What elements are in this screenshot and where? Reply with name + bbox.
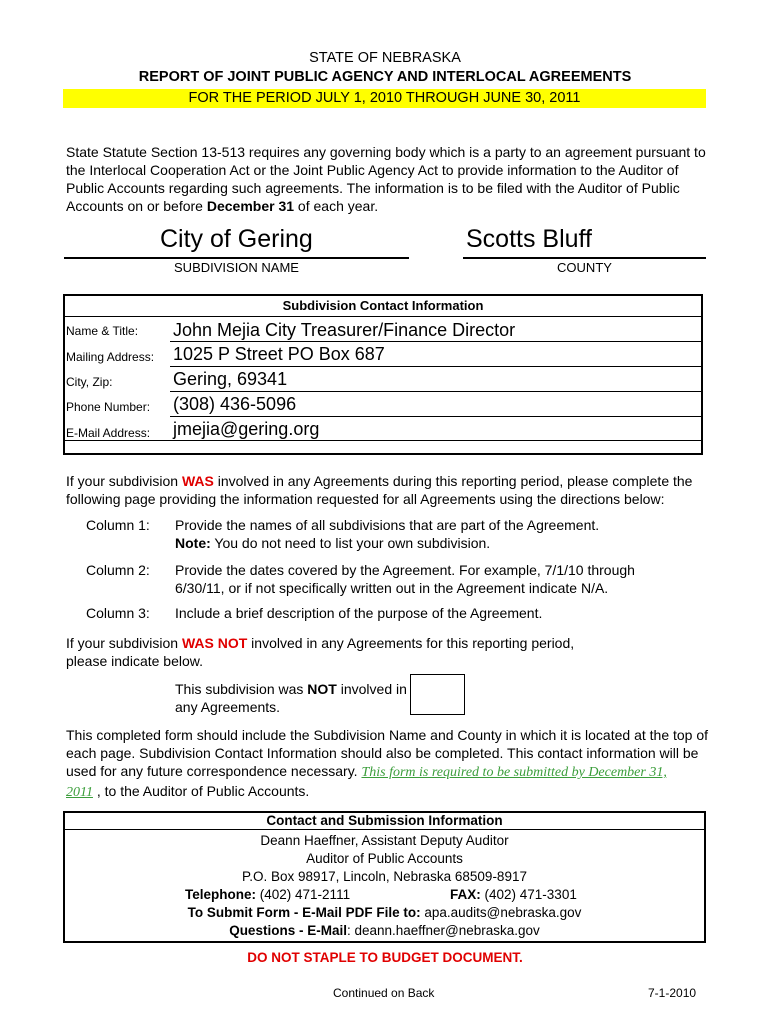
county-caption: COUNTY <box>557 260 612 275</box>
not-involved-line <box>175 680 407 698</box>
field-divider <box>65 440 701 441</box>
questions-email-link[interactable]: : deann.haeffner@nebraska.gov <box>346 923 540 938</box>
statute-intro <box>66 143 716 215</box>
not-involved-line: any Agreements. <box>175 699 281 715</box>
completed-line: each page. Subdivision Contact Information should also be completed. This contact information will be <box>66 745 699 761</box>
city-zip-field[interactable]: Gering, 69341 <box>173 369 288 389</box>
do-not-staple-warning: DO NOT STAPLE TO BUDGET DOCUMENT. <box>247 950 523 965</box>
was-not-line <box>66 634 706 652</box>
submit-email-link[interactable]: apa.audits@nebraska.gov <box>420 905 582 920</box>
completed-line: This completed form should include the Subdivision Name and County in which it is located at the top of <box>66 727 709 743</box>
column-1-description <box>175 516 705 552</box>
was-text: involved in any Agreements during this reporting period, please complete the <box>213 473 693 489</box>
was-line <box>66 472 726 490</box>
was-text: If your subdivision <box>66 473 182 489</box>
state-heading: STATE OF NEBRASKA <box>309 50 461 66</box>
email-address-field[interactable]: jmejia@gering.org <box>173 419 320 439</box>
intro-line: Public Accounts regarding such agreements. The information is to be filed with the Auditor of Public <box>66 180 680 196</box>
column-2-label: Column 2: <box>86 562 150 578</box>
intro-line: State Statute Section 13-513 requires any governing body which is a party to an agreement pursuant to <box>66 144 706 160</box>
fax-number: (402) 471-3301 <box>480 887 577 902</box>
not-involved-text: This subdivision was <box>175 681 308 697</box>
column-3-description <box>175 604 705 622</box>
was-line: following page providing the information requested for all Agreements using the directions below: <box>66 491 665 507</box>
submission-info-heading: Contact and Submission Information <box>65 813 704 830</box>
field-divider <box>170 366 703 367</box>
report-title: REPORT OF JOINT PUBLIC AGENCY AND INTERLOCAL AGREEMENTS <box>138 69 632 85</box>
office-address: P.O. Box 98917, Lincoln, Nebraska 68509-8917 <box>242 869 527 884</box>
not-involved-checkbox[interactable] <box>410 674 465 715</box>
column-text: Provide the dates covered by the Agreement. For example, 7/1/10 through <box>175 562 635 578</box>
column-text: 6/30/11, or if not specifically written out in the Agreement indicate N/A. <box>175 580 609 596</box>
mailing-address-field[interactable]: 1025 P Street PO Box 687 <box>173 344 385 364</box>
completed-text: , to the Auditor of Public Accounts. <box>92 783 310 799</box>
field-divider <box>170 391 703 392</box>
email-address-label: E-Mail Address: <box>66 426 151 440</box>
phone-number-field[interactable]: (308) 436-5096 <box>173 394 297 414</box>
phone-number-label: Phone Number: <box>66 400 151 414</box>
was-keyword: WAS <box>181 473 214 489</box>
was-involved-paragraph <box>66 472 726 508</box>
not-keyword: NOT <box>307 681 337 697</box>
completed-line <box>66 782 726 802</box>
completed-form-paragraph <box>66 726 726 802</box>
city-zip-label: City, Zip: <box>66 375 113 389</box>
was-not-keyword: WAS NOT <box>181 635 248 651</box>
contact-info-heading: Subdivision Contact Information <box>65 296 701 317</box>
mailing-address-label: Mailing Address: <box>66 350 155 364</box>
column-note <box>175 534 705 552</box>
submission-deadline-note: This form is required to be submitted by December 31, <box>361 765 667 780</box>
county-underline <box>463 257 706 259</box>
continued-on-back: Continued on Back <box>333 986 435 1000</box>
form-version-date: 7-1-2010 <box>648 986 697 1000</box>
completed-text: used for any future correspondence necessary. <box>66 763 362 779</box>
intro-text: Accounts on or before <box>66 198 207 214</box>
reporting-period-banner: FOR THE PERIOD JULY 1, 2010 THROUGH JUNE 30, 2011 <box>63 89 706 108</box>
field-divider <box>170 416 703 417</box>
column-text: Provide the names of all subdivisions that are part of the Agreement. <box>175 517 600 533</box>
telephone-label: Telephone: <box>185 887 257 902</box>
field-divider <box>170 341 703 342</box>
not-involved-text: involved in <box>336 681 407 697</box>
completed-line <box>66 762 726 782</box>
subdivision-underline <box>64 257 409 259</box>
intro-line: the Interlocal Cooperation Act or the Joint Public Agency Act to provide information to the Auditor of <box>66 162 679 178</box>
submit-email-label: To Submit Form - E-Mail PDF File to: <box>187 905 421 920</box>
auditor-name: Deann Haeffner, Assistant Deputy Auditor <box>260 833 509 848</box>
name-title-field[interactable]: John Mejia City Treasurer/Finance Director <box>173 320 516 340</box>
intro-line <box>66 197 716 215</box>
office-name: Auditor of Public Accounts <box>306 851 463 866</box>
county-name-field[interactable]: Scotts Bluff <box>466 225 592 253</box>
telephone-number: (402) 471-2111 <box>256 887 351 902</box>
was-not-involved-paragraph <box>66 634 706 670</box>
questions-email-label: Questions - E-Mail <box>229 923 347 938</box>
submit-email-line <box>65 904 704 921</box>
column-2-description <box>175 561 705 597</box>
telephone-line <box>185 886 350 903</box>
submission-deadline-year: 2011 <box>66 785 93 800</box>
note-text: You do not need to list your own subdivision. <box>210 535 491 551</box>
was-not-line: please indicate below. <box>66 653 203 669</box>
subdivision-caption: SUBDIVISION NAME <box>174 260 299 275</box>
intro-text: of each year. <box>294 198 379 214</box>
subdivision-name-field[interactable]: City of Gering <box>160 225 313 253</box>
fax-label: FAX: <box>450 887 481 902</box>
name-title-label: Name & Title: <box>66 324 139 338</box>
deadline-date: December 31 <box>206 198 295 214</box>
column-text: Include a brief description of the purpose of the Agreement. <box>175 605 543 621</box>
column-1-label: Column 1: <box>86 517 150 533</box>
column-3-label: Column 3: <box>86 605 150 621</box>
was-not-text: involved in any Agreements for this reporting period, <box>247 635 575 651</box>
was-not-text: If your subdivision <box>66 635 182 651</box>
fax-line <box>450 886 577 903</box>
note-label: Note: <box>175 535 211 551</box>
not-involved-statement <box>175 680 407 716</box>
questions-email-line <box>65 922 704 939</box>
